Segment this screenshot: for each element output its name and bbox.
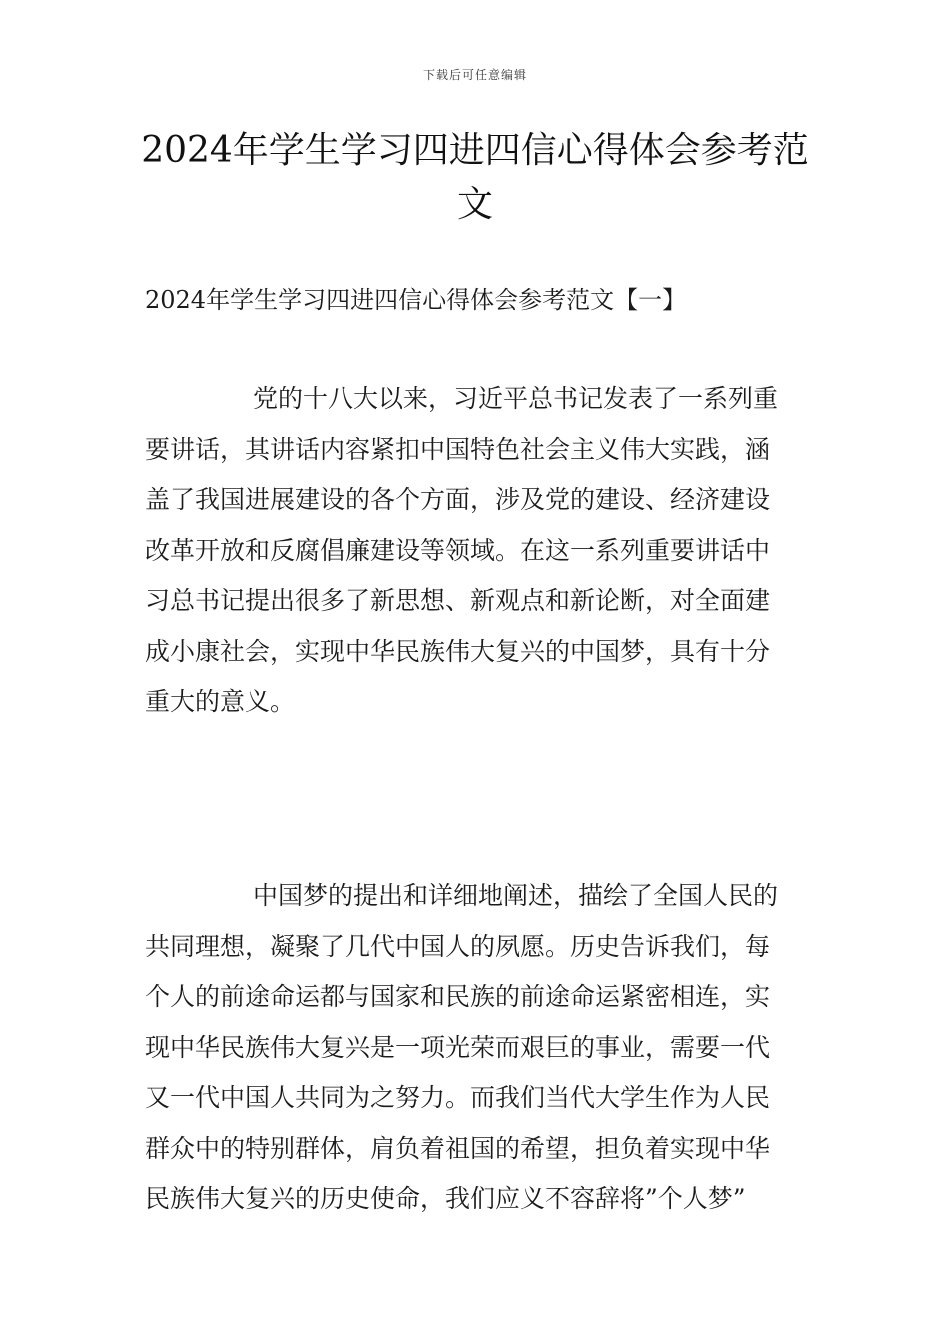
- paragraph-line: 改革开放和反腐倡廉建设等领域。在这一系列重要讲话中: [145, 535, 771, 565]
- paragraph-line: 盖了我国进展建设的各个方面，涉及党的建设、经济建设: [145, 485, 771, 514]
- header-note: 下载后可任意编辑: [422, 68, 527, 82]
- paragraph-line: 又一代中国人共同为之努力。而我们当代大学生作为人民: [145, 1083, 771, 1112]
- document-title-line: 2024年学生学习四进四信心得体会参考范: [141, 130, 809, 171]
- document-title: [140, 124, 810, 232]
- paragraph-line: 中国梦的提出和详细地阐述，描绘了全国人民的: [253, 881, 779, 910]
- paragraph-line: 个人的前途命运都与国家和民族的前途命运紧密相连，实: [145, 982, 771, 1011]
- paragraph-line: 习总书记提出很多了新思想、新观点和新论断，对全面建: [145, 586, 771, 615]
- body-paragraph: [145, 871, 810, 1225]
- paragraph-line: 共同理想，凝聚了几代中国人的夙愿。历史告诉我们，每: [145, 931, 771, 961]
- paragraph-line: 现中华民族伟大复兴是一项光荣而艰巨的事业，需要一代: [145, 1032, 771, 1062]
- section-heading: 2024年学生学习四进四信心得体会参考范文【一】: [145, 286, 687, 314]
- paragraph-line: 重大的意义。: [145, 687, 296, 716]
- paragraph-line: 党的十八大以来，习近平总书记发表了一系列重: [253, 384, 779, 413]
- paragraph-line: 群众中的特别群体，肩负着祖国的希望，担负着实现中华: [145, 1133, 771, 1163]
- paragraph-line: 要讲话，其讲话内容紧扣中国特色社会主义伟大实践，涵: [145, 434, 771, 464]
- paragraph-line: 成小康社会，实现中华民族伟大复兴的中国梦，具有十分: [145, 636, 771, 666]
- body-paragraph: [145, 374, 810, 728]
- document-title-line: 文: [456, 184, 493, 225]
- paragraph-line: 民族伟大复兴的历史使命，我们应义不容辞将”个人梦”: [145, 1184, 746, 1213]
